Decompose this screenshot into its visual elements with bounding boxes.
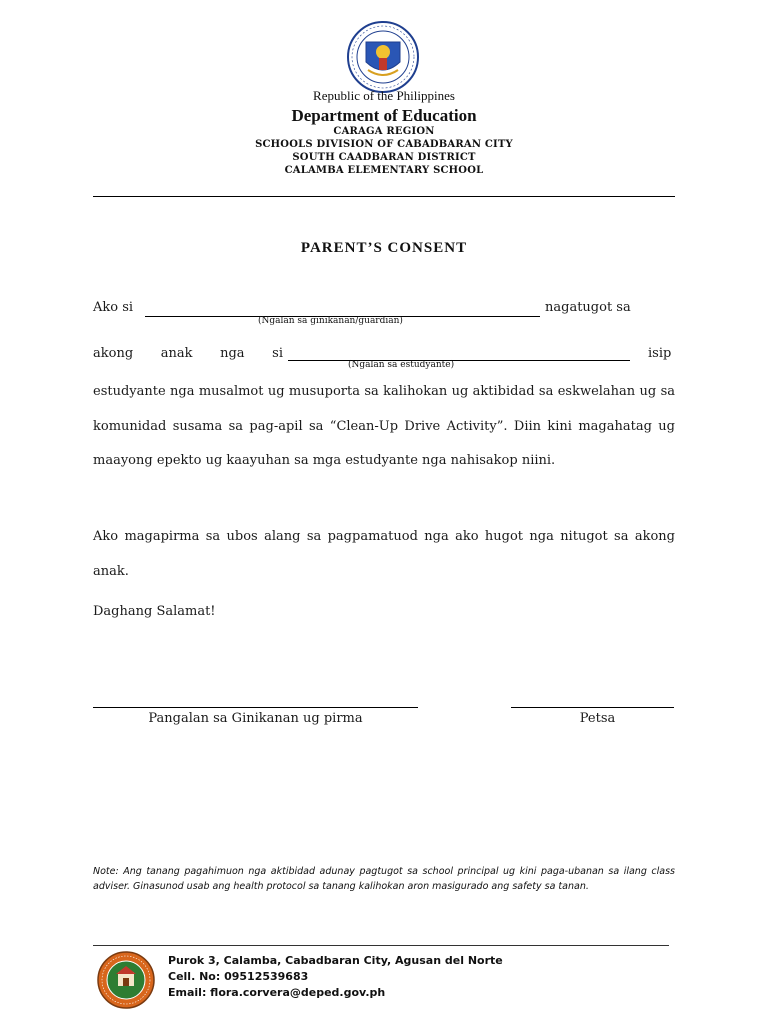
consent-line2-suffix: isip <box>648 346 672 361</box>
date-label: Petsa <box>579 711 616 726</box>
date-line[interactable] <box>511 707 674 708</box>
consent-line1-prefix: Ako si <box>93 300 134 315</box>
division-line: SCHOOLS DIVISION OF CABADBARAN CITY <box>255 139 513 150</box>
consent-line1-suffix: nagatugot sa <box>545 300 631 315</box>
student-hint: (Ngalan sa estudyante) <box>348 360 455 370</box>
footer-divider <box>93 945 669 946</box>
note-text: Note: Ang tanang pagahimuon nga aktibidad adunay pagtugot sa school principal ug kini paga-ubanan sa ilang class adviser. Ginasunod usab ang health protocol sa tanang kalihokan aron masigurado ang safety sa tanan. <box>93 866 675 892</box>
school-logo-icon <box>96 950 156 1010</box>
district-line: SOUTH CAADBARAN DISTRICT <box>292 152 476 163</box>
department-title: Department of Education <box>291 106 477 125</box>
consent-paragraph-2: Ako magapirma sa ubos alang sa pagpamatuod nga ako hugot nga nitugot sa akong anak. <box>93 529 675 579</box>
header-divider <box>93 196 675 197</box>
consent-line2-prefix: akong anak nga si <box>93 346 283 361</box>
parent-signature-line[interactable] <box>93 707 418 708</box>
school-line: CALAMBA ELEMENTARY SCHOOL <box>284 165 484 176</box>
deped-seal-icon <box>346 20 420 94</box>
region-line: CARAGA REGION <box>333 126 435 137</box>
footer-address: Purok 3, Calamba, Cabadbaran City, Agusan del Norte <box>168 954 503 967</box>
document-title: PARENT’S CONSENT <box>300 240 468 256</box>
student-name-field[interactable] <box>288 360 630 361</box>
footer-email[interactable]: Email: flora.corvera@deped.gov.ph <box>168 986 386 999</box>
parent-signature-label: Pangalan sa Ginikanan ug pirma <box>148 711 363 726</box>
consent-paragraph: estudyante nga musalmot ug musuporta sa kalihokan ug aktibidad sa eskwelahan ug sa komunidad susama sa pag-apil sa “Clean-Up Drive Activity”. Diin kini magahatag ug maayong epekto ug kaayuhan sa mga estudyante nga nahisakop niini. <box>93 384 675 468</box>
footer-cell: Cell. No: 09512539683 <box>168 970 309 983</box>
closing-text: Daghang Salamat! <box>93 604 216 619</box>
republic-line: Republic of the Philippines <box>313 88 455 103</box>
guardian-hint: (Ngalan sa ginikanan/guardian) <box>258 316 403 326</box>
